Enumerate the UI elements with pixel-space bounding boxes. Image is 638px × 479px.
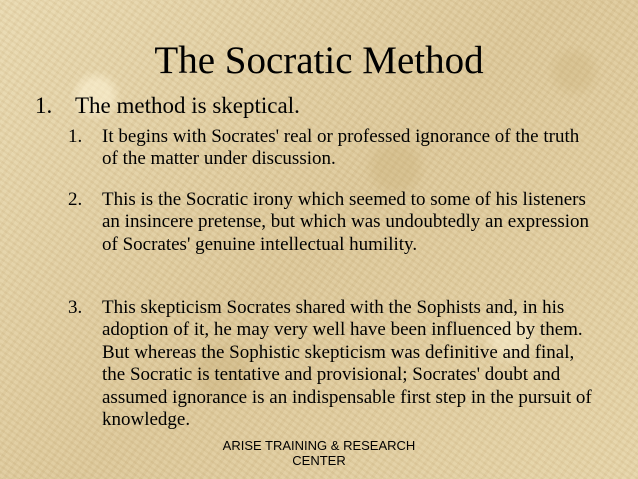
subpoint-2 [68,189,598,256]
footer [0,438,638,468]
main-point-number: 1. [35,93,53,118]
subpoint-number: 1. [68,126,83,147]
subpoint-text: This skepticism Socrates shared with the Sophists and, in his adoption of it, he may very well have been influenced by them. But whereas the Sophistic skepticism was definitive and final, the Socratic is tentative and provisional; Socrates' doubt and assumed ignorance is an indispensable first step in the pursuit of knowledge. [102,297,592,431]
subpoint-3 [68,297,598,431]
footer-line-2: CENTER [292,453,346,468]
main-point [35,92,300,120]
subpoint-text: It begins with Socrates' real or professed ignorance of the truth of the matter under discussion. [102,126,580,170]
subpoint-number: 2. [68,189,83,210]
subpoint-number: 3. [68,297,83,318]
main-point-text: The method is skeptical. [75,93,300,118]
subpoint-text: This is the Socratic irony which seemed to some of his listeners an insincere pretense, but which was undoubtedly an expression of Socrates' genuine intellectual humility. [102,189,590,255]
subpoint-1 [68,126,598,171]
footer-line-1: ARISE TRAINING & RESEARCH [222,438,416,453]
slide-title: The Socratic Method [154,39,484,82]
